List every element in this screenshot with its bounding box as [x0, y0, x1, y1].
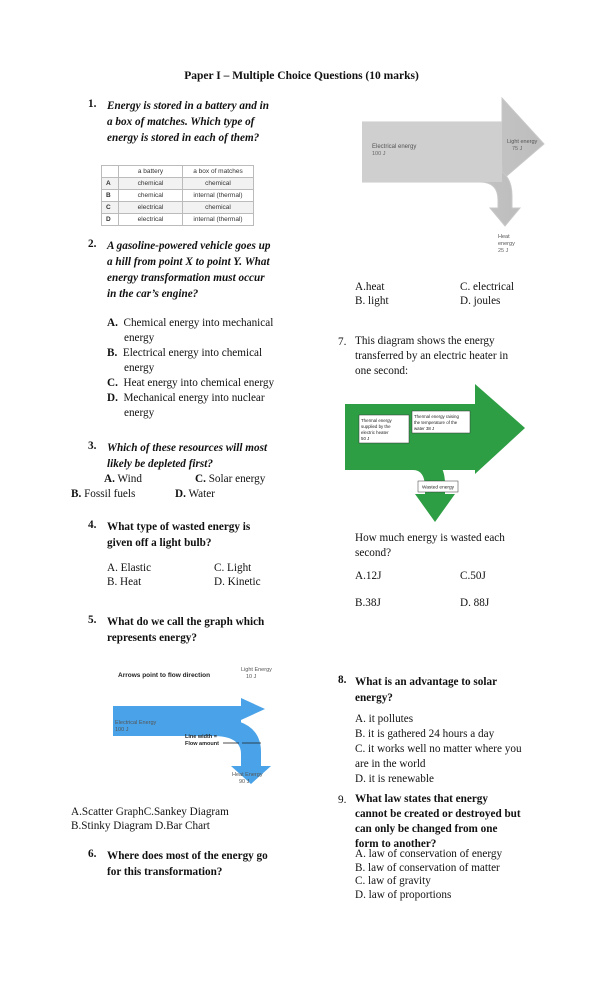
q7-option-c[interactable]: C.50J — [460, 570, 486, 582]
q1-text-line: Energy is stored in a battery and in — [107, 100, 269, 112]
option-text: Wind — [117, 473, 142, 485]
q5-text-line: represents energy? — [107, 632, 197, 644]
table-cell: C — [102, 202, 119, 214]
q5-options-line1[interactable]: A.Scatter GraphC.Sankey Diagram — [71, 806, 229, 818]
option-letter: C. — [195, 473, 206, 485]
q2-options — [107, 316, 274, 421]
q9-option-d[interactable]: D. law of proportions — [355, 888, 452, 901]
q2-text-line: A gasoline-powered vehicle goes up — [107, 240, 271, 252]
option-letter: D. — [175, 488, 186, 500]
table-cell: chemical — [119, 178, 183, 190]
q4-option-a[interactable]: A. Elastic — [107, 562, 152, 574]
q4-number: 4. — [88, 519, 97, 531]
table-header: a box of matches — [183, 166, 254, 178]
q7-sankey-diagram — [345, 384, 530, 526]
table-cell: internal (thermal) — [183, 214, 254, 226]
heat-energy-label: Heat Energy — [232, 772, 263, 778]
option-text: energy — [124, 362, 155, 374]
table-row — [102, 178, 254, 190]
box-text: supplied by the — [361, 424, 391, 429]
q4-option-b[interactable]: B. Heat — [107, 576, 142, 588]
q7-question-line: How much energy is wasted each — [355, 532, 505, 544]
table-row — [102, 214, 254, 226]
box-text: Thermal energy raising — [414, 414, 459, 419]
q1-number: 1. — [88, 98, 97, 110]
option-text: Electrical energy into chemical — [122, 347, 263, 359]
q4-text-line: What type of wasted energy is — [107, 521, 251, 533]
q1-energy-table — [101, 165, 254, 226]
box-text: Wasted energy — [422, 485, 455, 491]
option-text: Solar energy — [208, 473, 266, 485]
q3-text — [107, 440, 267, 472]
q9-text — [355, 792, 521, 852]
q3-option-c[interactable] — [195, 472, 265, 487]
q9-text-line: What law states that energy — [355, 793, 488, 805]
option-letter: B. — [71, 488, 82, 500]
q7-text — [355, 334, 508, 379]
option-text: Fossil fuels — [84, 488, 136, 500]
table-cell — [102, 166, 119, 178]
q2-option-d[interactable] — [107, 391, 274, 406]
q7-option-b[interactable]: B.38J — [355, 597, 381, 609]
q6-text-line: for this transformation? — [107, 866, 223, 878]
q5-number: 5. — [88, 614, 97, 626]
q7-number: 7. — [338, 336, 347, 348]
page-title: Paper I – Multiple Choice Questions (10 marks) — [184, 70, 419, 82]
q8-text — [355, 674, 497, 706]
q8-option-b[interactable]: B. it is gathered 24 hours a day — [355, 728, 495, 740]
box-text: 50 J — [361, 436, 370, 441]
electrical-energy-label: Electrical Energy — [115, 720, 157, 726]
table-cell: D — [102, 214, 119, 226]
q4-text-line: given off a light bulb? — [107, 537, 212, 549]
box-text: the temperature of the — [414, 420, 458, 425]
option-letter: C. — [107, 377, 118, 389]
q7-option-a[interactable]: A.12J — [355, 570, 382, 582]
heat-energy-label-2: energy — [498, 241, 515, 247]
electrical-energy-value: 100 J — [115, 727, 129, 733]
q9-text-line: form to another? — [355, 838, 437, 850]
option-letter: A. — [104, 473, 115, 485]
table-cell: chemical — [183, 202, 254, 214]
q5-sankey-diagram — [113, 662, 283, 790]
q2-option-b[interactable] — [107, 346, 274, 361]
flow-amount-label: Flow amount — [185, 741, 219, 747]
box-text: water 38 J — [414, 426, 435, 431]
electrical-energy-value: 100 J — [372, 151, 386, 157]
q5-text — [107, 614, 264, 646]
table-cell: chemical — [183, 178, 254, 190]
q9-option-b[interactable]: B. law of conservation of matter — [355, 861, 500, 874]
q9-option-c[interactable]: C. law of gravity — [355, 875, 431, 887]
q1-text-line: energy is stored in each of them? — [107, 132, 260, 144]
light-energy-value: 10 J — [246, 674, 257, 680]
line-width-label: Line width = — [185, 734, 217, 740]
q7-text-line: one second: — [355, 365, 409, 377]
q9-option-a[interactable]: A. law of conservation of energy — [355, 848, 503, 860]
q1-text-line: a box of matches. Which type of — [107, 116, 255, 128]
table-cell: internal (thermal) — [183, 190, 254, 202]
q8-number: 8. — [338, 674, 347, 686]
option-text: energy — [124, 332, 155, 344]
heat-energy-value: 25 J — [498, 248, 509, 254]
box-text: Thermal energy — [361, 418, 392, 423]
q4-text — [107, 519, 250, 551]
q2-number: 2. — [88, 238, 97, 250]
q3-option-d[interactable] — [175, 487, 215, 502]
table-cell: chemical — [119, 190, 183, 202]
q9-options — [355, 848, 502, 902]
q6-text — [107, 848, 268, 880]
q9-text-line: cannot be created or destroyed but — [355, 808, 521, 820]
box-text: electric heater — [361, 430, 389, 435]
heat-energy-label: Heat — [498, 234, 510, 240]
q6-option-a[interactable]: A.heat — [355, 281, 385, 293]
q2-option-c[interactable] — [107, 376, 274, 391]
q6-option-c[interactable]: C. electrical — [460, 281, 515, 293]
table-header: a battery — [119, 166, 183, 178]
q9-text-line: can only be changed from one — [355, 823, 498, 835]
q5-text-line: What do we call the graph which — [107, 616, 265, 628]
option-letter: B. — [107, 347, 118, 359]
q3-option-a[interactable] — [104, 472, 142, 487]
q3-text-line: likely be depleted first? — [107, 458, 213, 470]
q9-number: 9. — [338, 794, 347, 806]
light-energy-label: Light energy — [507, 139, 538, 145]
table-cell: B — [102, 190, 119, 202]
q2-option-a[interactable] — [107, 316, 274, 331]
q8-option-c-cont: are in the world — [355, 758, 426, 770]
q8-option-d[interactable]: D. it is renewable — [355, 773, 434, 785]
q5-options-line2[interactable]: B.Stinky Diagram D.Bar Chart — [71, 820, 210, 832]
q1-text — [107, 98, 269, 146]
option-text: Mechanical energy into nuclear — [123, 392, 265, 404]
q6-sankey-diagram — [362, 96, 550, 262]
q2-text-line: a hill from point X to point Y. What — [107, 256, 270, 268]
q3-option-b[interactable] — [71, 487, 135, 502]
q3-number: 3. — [88, 440, 97, 452]
option-letter: A. — [107, 317, 118, 329]
table-row — [102, 202, 254, 214]
electrical-energy-label: Electrical energy — [372, 144, 417, 150]
option-text: Chemical energy into mechanical — [123, 317, 274, 329]
table-row — [102, 190, 254, 202]
q6-number: 6. — [88, 848, 97, 860]
light-energy-value: 75 J — [512, 146, 523, 152]
q7-text-line: transferred by an electric heater in — [355, 350, 509, 362]
q2-text-line: energy transformation must occur — [107, 272, 265, 284]
option-text: Water — [188, 488, 215, 500]
q8-text-line: energy? — [355, 692, 393, 704]
q7-question — [355, 531, 505, 561]
q6-option-b[interactable]: B. light — [355, 295, 389, 307]
arrows-label: Arrows point to flow direction — [118, 672, 211, 679]
heat-energy-value: 90 J — [239, 779, 250, 785]
q2-text-line: in the car’s engine? — [107, 288, 199, 300]
light-energy-label: Light Energy — [241, 667, 272, 673]
table-cell: A — [102, 178, 119, 190]
q4-option-c[interactable]: C. Light — [214, 562, 252, 574]
table-cell: electrical — [119, 202, 183, 214]
option-text: energy — [124, 407, 155, 419]
table-cell: electrical — [119, 214, 183, 226]
q8-text-line: What is an advantage to solar — [355, 676, 498, 688]
q8-option-c[interactable]: C. it works well no matter where you — [355, 743, 522, 755]
q2-text — [107, 238, 270, 302]
q3-text-line: Which of these resources will most — [107, 442, 268, 454]
option-text: Heat energy into chemical energy — [123, 377, 275, 389]
q7-text-line: This diagram shows the energy — [355, 335, 495, 347]
q6-text-line: Where does most of the energy go — [107, 850, 268, 862]
table-header-row — [102, 166, 254, 178]
q8-options — [355, 712, 522, 787]
q7-option-d[interactable]: D. 88J — [460, 597, 490, 609]
q6-option-d[interactable]: D. joules — [460, 295, 501, 307]
q4-option-d[interactable]: D. Kinetic — [214, 576, 261, 588]
q8-option-a[interactable]: A. it pollutes — [355, 713, 414, 725]
option-letter: D. — [107, 392, 118, 404]
q7-question-line: second? — [355, 547, 392, 559]
